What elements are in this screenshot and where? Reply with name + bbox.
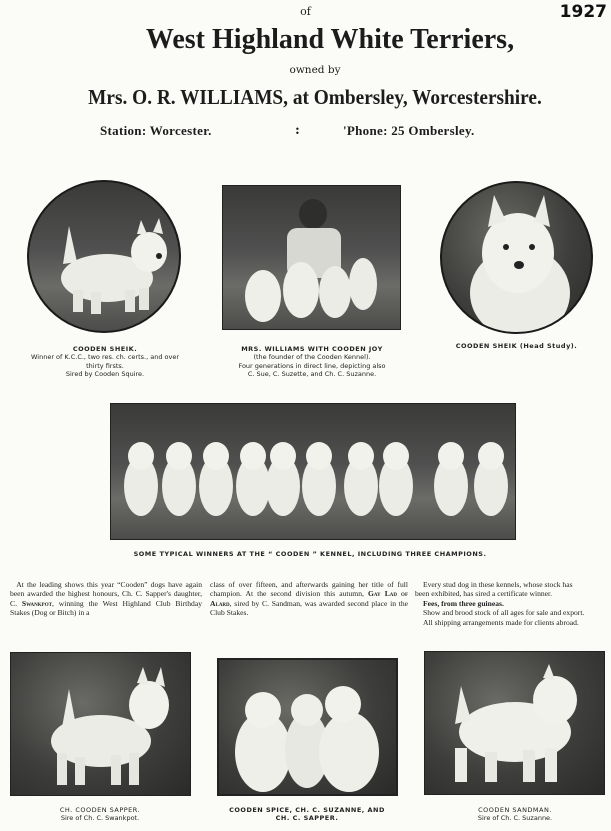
caption-line: (the founder of the Cooden Kennel). [253, 353, 371, 362]
text-column-2 [210, 580, 408, 618]
caption-bottom-right [420, 806, 610, 823]
dog-figure [434, 442, 468, 516]
year-label: 1927 [559, 2, 607, 22]
photo-group-winners [110, 403, 516, 540]
dog-figure [199, 442, 233, 516]
page-title: West Highland White Terriers, [145, 24, 515, 55]
text-segment: class of over fifteen, and afterwards gaining her title of full champion. At the second division this autumn, [210, 580, 408, 599]
caption-title: SOME TYPICAL WINNERS AT THE “ COODEN ” KENNEL, INCLUDING THREE CHAMPIONS. [133, 550, 487, 558]
caption-group [100, 550, 520, 558]
dog-standing-icon [11, 653, 191, 796]
dog-figure [302, 442, 336, 516]
dog-figure [379, 442, 413, 516]
text-line: been exhibited, has sired a certificate winner. [415, 589, 553, 599]
owned-by-label: owned by [289, 64, 341, 76]
text-dog-name: Gay Lad of Alard [210, 589, 408, 608]
dog-figure [236, 442, 270, 516]
group-with-owner-icon [223, 186, 401, 330]
caption-line: Four generations in direct line, depicting also [238, 361, 386, 370]
owner-heading: Mrs. O. R. WILLIAMS, at Ombersley, Worcestershire. [88, 85, 542, 109]
dog-profile-icon [425, 652, 605, 795]
photo-ch-cooden-sapper [10, 652, 191, 796]
text-line: Every stud dog in these kennels, whose stock has [423, 580, 573, 589]
dog-silhouette-icon [29, 182, 181, 333]
text-segment: , sired by C. Sandman, was awarded second place in the Club Stakes. [210, 598, 408, 618]
caption-line: Sire of Ch. C. Suzanne. [477, 814, 553, 823]
dog-figure [344, 442, 378, 516]
text-line: Show and brood stock of all ages for sale and export. [423, 608, 585, 618]
dog-figure [162, 442, 196, 516]
text-column-1 [10, 580, 202, 618]
caption-top-left [20, 345, 190, 378]
caption-top-center [212, 345, 412, 378]
caption-line: Winner of K.C.C., two res. ch. certs., and over [30, 353, 180, 362]
caption-title: COODEN SANDMAN. [478, 806, 552, 814]
text-column-3 [415, 580, 611, 627]
caption-top-right [430, 342, 603, 350]
caption-line: thirty firsts. [86, 361, 124, 370]
photo-cooden-sheik-head-study [440, 181, 593, 334]
caption-line: CH. C. SAPPER. [275, 814, 339, 823]
dog-head-icon [442, 183, 593, 334]
phone-info: 'Phone: 25 Ombersley. [343, 123, 475, 138]
caption-bottom-left [5, 806, 195, 823]
text-segment: , winning the West Highland Club Birthday Stakes (Dog or Bitch) in a [10, 598, 202, 618]
caption-line: Sired by Cooden Squire. [65, 369, 145, 378]
caption-title: COODEN SHEIK. [72, 345, 138, 353]
text-line: All shipping arrangements made for clients abroad. [423, 617, 579, 627]
dog-figure [124, 442, 158, 516]
separator: : [295, 123, 300, 138]
three-dogs-icon [219, 660, 398, 796]
photo-cooden-sandman [424, 651, 605, 795]
photo-mrs-williams-with-cooden-joy [222, 185, 401, 330]
station-info: Station: Worcester. [100, 123, 212, 138]
caption-bottom-center [207, 806, 407, 823]
photo-cooden-sheik [27, 180, 181, 333]
caption-line: C. Sue, C. Suzette, and Ch. C. Suzanne. [247, 369, 377, 378]
caption-title: COODEN SHEIK (Head Study). [455, 342, 578, 350]
header-of: of [300, 5, 311, 18]
caption-title: CH. COODEN SAPPER. [59, 806, 141, 814]
caption-title: MRS. WILLIAMS WITH COODEN JOY [241, 345, 383, 353]
dogs-row-icon [111, 404, 516, 540]
text-line: Fees, from three guineas. [423, 598, 504, 608]
photo-cooden-spice-suzanne-sapper [217, 658, 398, 796]
dog-figure [474, 442, 508, 516]
caption-title: COODEN SPICE, CH. C. SUZANNE, AND [229, 806, 385, 814]
dog-figure [266, 442, 300, 516]
caption-line: Sire of Ch. C. Swankpot. [60, 814, 140, 823]
text-dog-name: Swankpot [21, 598, 52, 608]
text-segment: At the leading shows this year “Cooden” dogs have again been awarded the highest honours, Ch. C. Sapper's daughter, C. [10, 580, 203, 608]
